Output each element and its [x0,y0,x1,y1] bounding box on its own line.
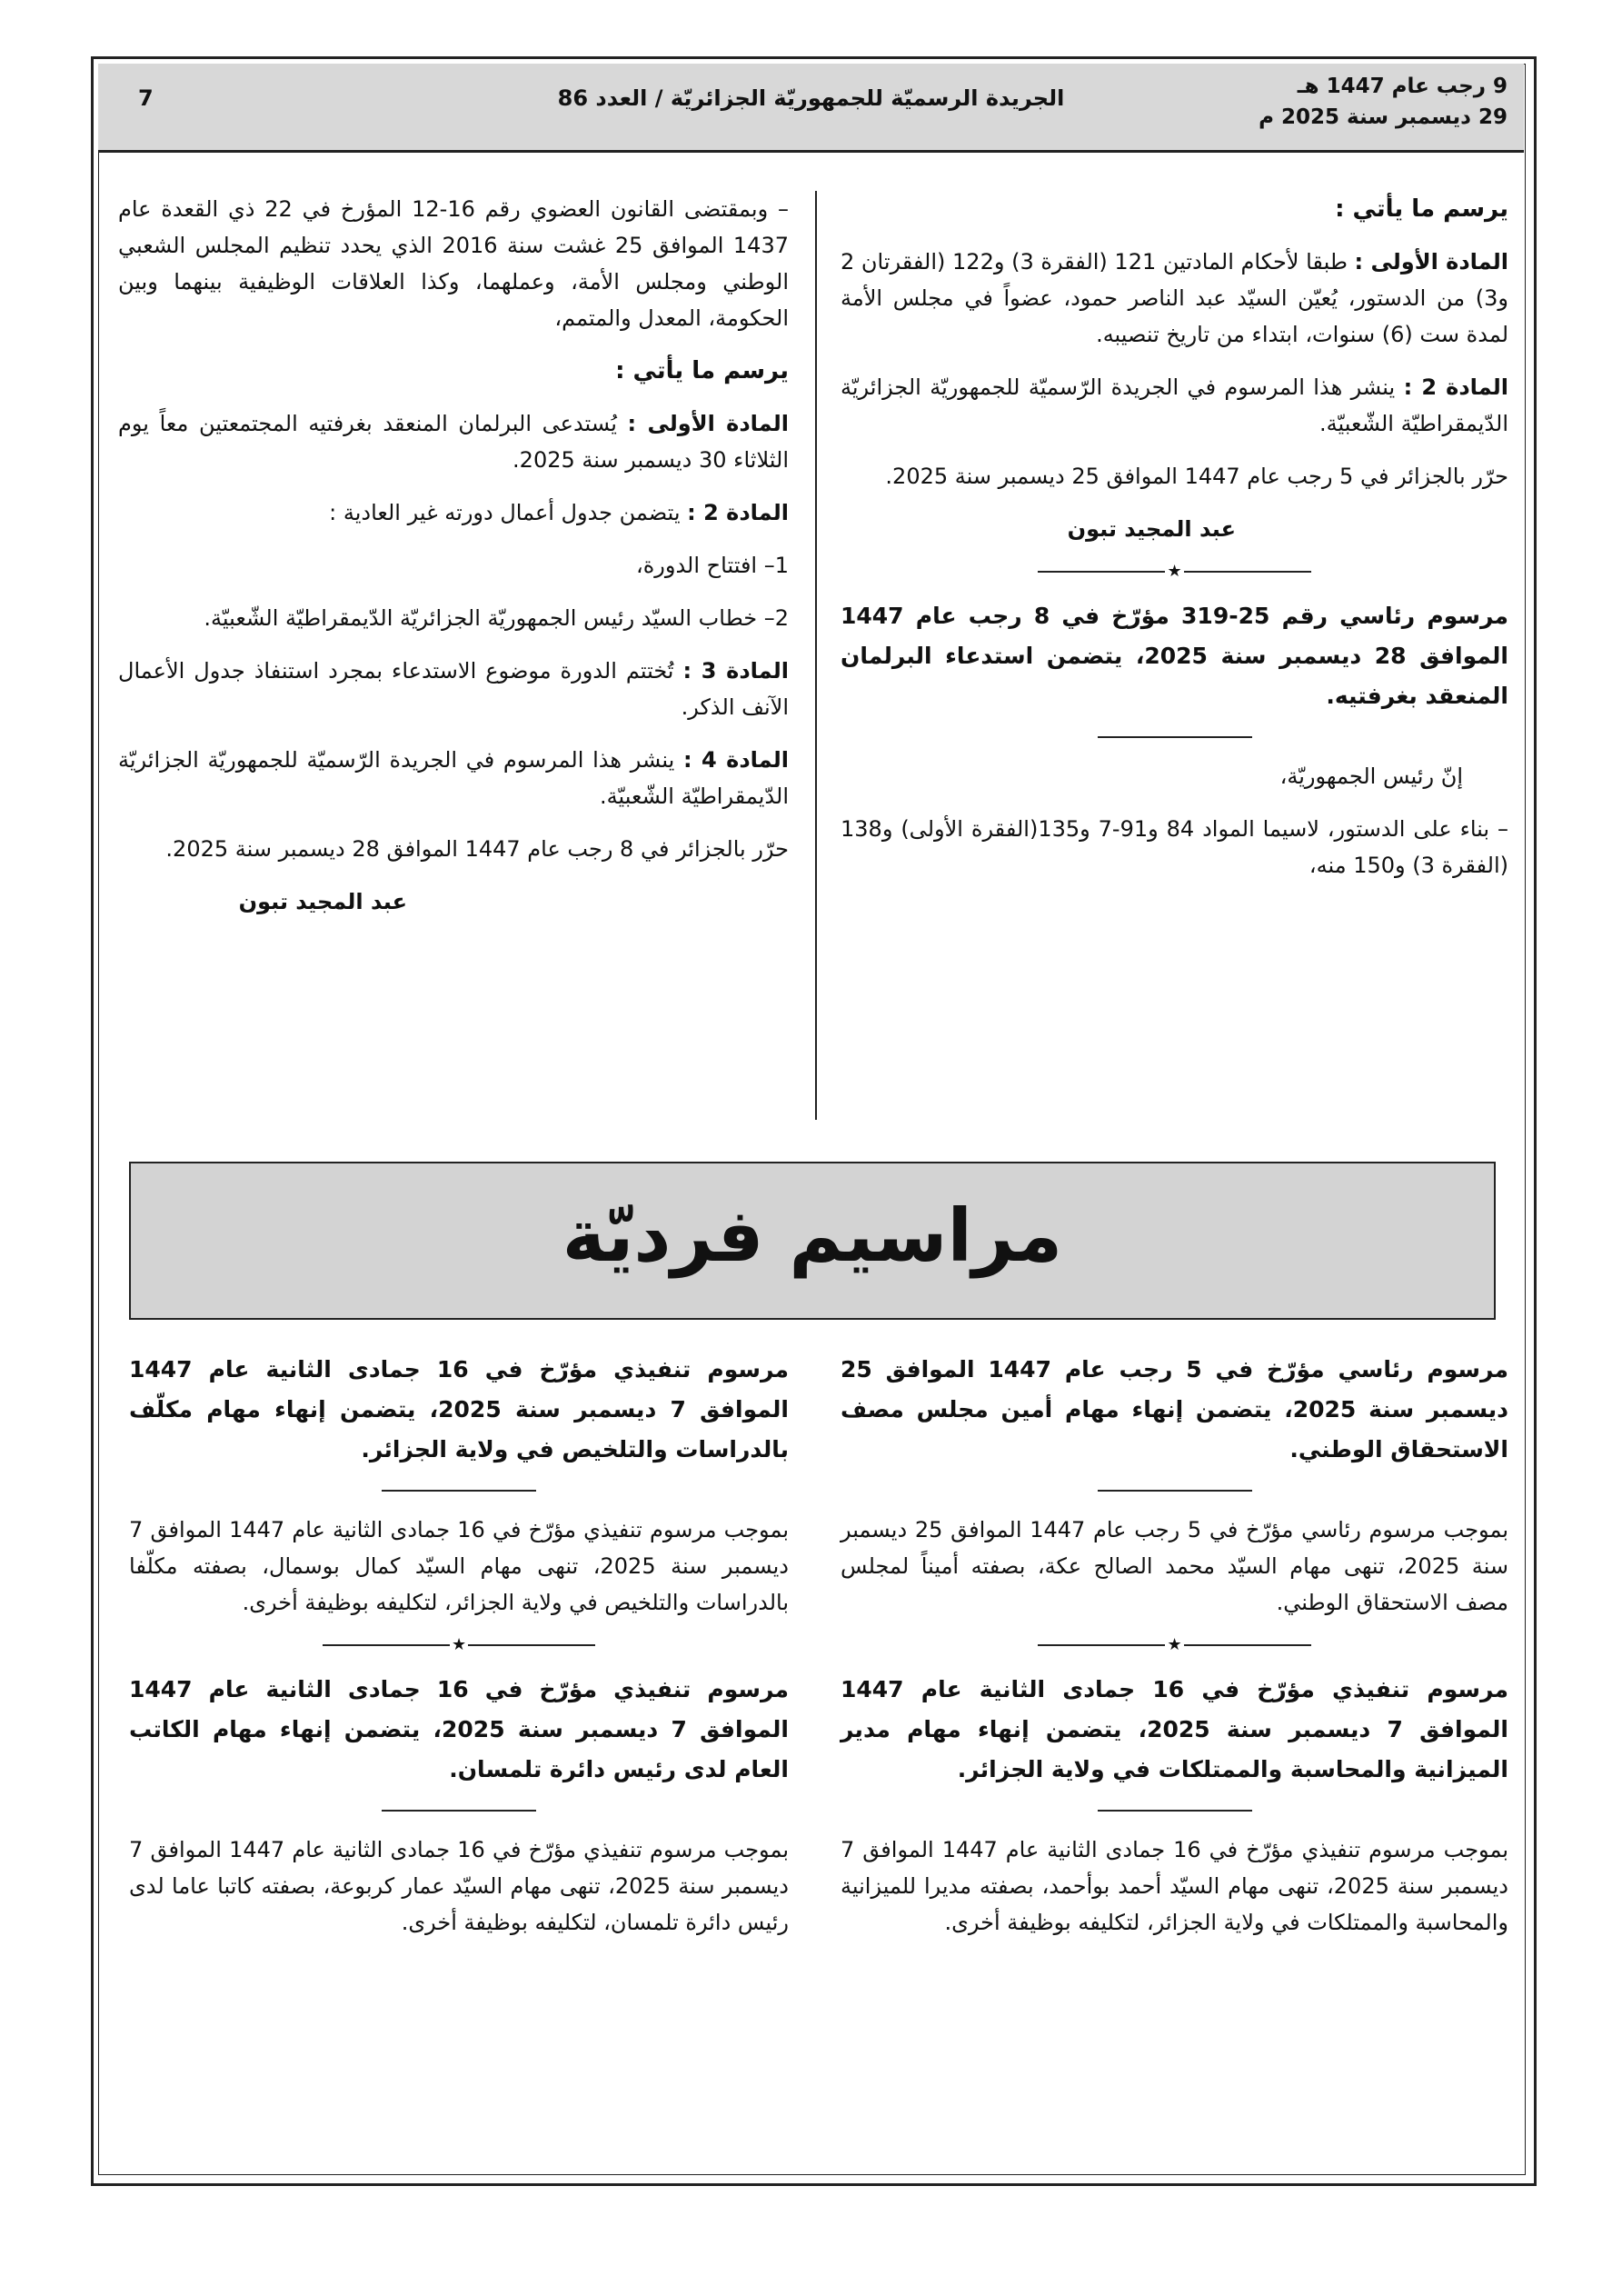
decree-title: مرسوم تنفيذي مؤرّخ في 16 جمادى الثانية عام 1447 الموافق 7 ديسمبر سنة 2025، يتضمن إنهاء مهام الكاتب العام لدى رئيس دائرة تلمسان. [129,1676,789,1782]
article-text: يتضمن جدول أعمال دورته غير العادية : [329,500,688,525]
star-separator [841,562,1508,581]
decree-text: بموجب مرسوم تنفيذي مؤرّخ في 16 جمادى الثانية عام 1447 الموافق 7 ديسمبر سنة 2025، تنهى مهام السيّد عمار كربوعة، بصفته كاتبا عاما لدى رئيس دائرة تلمسان، لتكليفه بوظيفة أخرى. [129,1837,790,1935]
article-3 [118,653,789,725]
article-label: المادة 3 : [682,658,789,684]
article-text: تُختتم الدورة موضوع الاستدعاء بمجرد استنفاذ جدول الأعمال الآنف الذكر. [118,658,789,720]
law-reference: – وبمقتضى القانون العضوي رقم 16-12 المؤرخ في 22 ذي القعدة عام 1437 الموافق 25 غشت سنة 2016 الذي يحدد تنظيم المجلس الشعبي الوطني ومجلس الأمة، وعملهما، وكذا العلاقات الوظيفية بينهما وبين الحكومة، المعدل والمتمم، [118,196,789,331]
page-header [98,64,1524,153]
section-banner [129,1162,1496,1320]
article-text: يُستدعى البرلمان المنعقد بغرفتيه المجتمعتين معاً يوم الثلاثاء 30 ديسمبر سنة 2025. [118,411,789,473]
right-column-top [841,191,1508,900]
signature: عبد المجيد تبون [238,889,407,914]
article-2 [118,494,789,531]
article-label: المادة 2 : [1403,374,1508,400]
star-icon: ★ [451,1635,467,1654]
decree-text: بموجب مرسوم تنفيذي مؤرّخ في 16 جمادى الثانية عام 1447 الموافق 7 ديسمبر سنة 2025، تنهى مهام السيّد كمال بوسمال، بصفته مكلّفا بالدراسات والتلخيص في ولاية الجزائر، لتكليفه بوظيفة أخرى. [129,1517,790,1615]
decree-title: مرسوم تنفيذي مؤرّخ في 16 جمادى الثانية عام 1447 الموافق 7 ديسمبر سنة 2025، يتضمن إنهاء مهام مدير الميزانية والمحاسبة والممتلكات في ولاية الجزائر. [841,1676,1508,1782]
article-label: المادة الأولى : [627,411,789,436]
article-label: المادة الأولى : [1354,249,1508,275]
article-label: المادة 4 : [683,747,790,773]
page-number: 7 [138,85,154,111]
title-rule [1098,736,1252,738]
header-date-gregorian: 29 ديسمبر سنة 2025 م [1259,105,1508,129]
done-at: حرّر بالجزائر في 5 رجب عام 1447 الموافق 25 ديسمبر سنة 2025. [885,464,1508,489]
article-text: طبقا لأحكام المادتين 121 (الفقرة 3) و122 (الفقرتان 2 و3) من الدستور، يُعيّن السيّد عبد الناصر حمود، عضواً في مجلس الأمة لمدة ست (6) سنوات، ابتداء من تاريخ تنصيبه. [841,249,1508,347]
right-column-bottom [841,1350,1508,1957]
banner-title: مراسيم فرديّة [562,1193,1063,1278]
decree-title: مرسوم رئاسي مؤرّخ في 5 رجب عام 1447 الموافق 25 ديسمبر سنة 2025، يتضمن إنهاء مهام أمين مجلس مصف الاستحقاق الوطني. [841,1356,1508,1462]
president-preamble: إنّ رئيس الجمهوريّة، [1279,764,1463,789]
decree-heading: يرسم ما يأتي : [615,357,789,384]
article-4 [118,742,789,814]
title-rule [382,1810,536,1812]
star-separator [129,1635,789,1654]
constitution-ref: – بناء على الدستور، لاسيما المواد 84 و91-7 و135(الفقرة الأولى) و138 (الفقرة 3) و150 منه، [841,816,1509,878]
title-rule [1098,1490,1252,1492]
star-icon: ★ [1167,1635,1182,1654]
article-1 [841,244,1508,353]
decree-title: مرسوم تنفيذي مؤرّخ في 16 جمادى الثانية عام 1447 الموافق 7 ديسمبر سنة 2025، يتضمن إنهاء مهام مكلّف بالدراسات والتلخيص في ولاية الجزائر. [129,1356,789,1462]
column-divider [815,191,817,1120]
article-text: ينشر هذا المرسوم في الجريدة الرّسميّة للجمهوريّة الجزائريّة الدّيمقراطيّة الشّعبيّة. [118,747,789,809]
agenda-item-1: 1– افتتاح الدورة، [635,553,789,578]
title-rule [382,1490,536,1492]
decree-text: بموجب مرسوم تنفيذي مؤرّخ في 16 جمادى الثانية عام 1447 الموافق 7 ديسمبر سنة 2025، تنهى مهام السيّد أحمد بوأحمد، بصفته مديرا للميزانية والمحاسبة والممتلكات في ولاية الجزائر، لتكليفه بوظيفة أخرى. [841,1837,1508,1935]
star-separator [841,1635,1508,1654]
agenda-item-2: 2– خطاب السيّد رئيس الجمهوريّة الجزائريّة الدّيمقراطيّة الشّعبيّة. [204,605,789,631]
header-date-hijri: 9 رجب عام 1447 هـ [1297,75,1508,98]
signature: عبد المجيد تبون [1067,516,1236,542]
done-at: حرّر بالجزائر في 8 رجب عام 1447 الموافق 28 ديسمبر سنة 2025. [165,836,789,862]
left-column-top [118,191,789,920]
title-rule [1098,1810,1252,1812]
decree-text: بموجب مرسوم رئاسي مؤرّخ في 5 رجب عام 1447 الموافق 25 ديسمبر سنة 2025، تنهى مهام السيّد محمد الصالح عكة، بصفته أميناً لمجلس مصف الاستحقاق الوطني. [841,1517,1509,1615]
decree-title: مرسوم رئاسي رقم 25-319 مؤرّخ في 8 رجب عام 1447 الموافق 28 ديسمبر سنة 2025، يتضمن استدعاء البرلمان المنعقد بغرفتيه. [841,603,1508,709]
article-text: ينشر هذا المرسوم في الجريدة الرّسميّة للجمهوريّة الجزائريّة الدّيمقراطيّة الشّعبيّة. [841,374,1508,436]
left-column-bottom [129,1350,789,1957]
article-label: المادة 2 : [687,500,789,525]
article-2 [841,369,1508,442]
decree-heading: يرسم ما يأتي : [1335,195,1508,223]
header-title: الجريدة الرسميّة للجمهوريّة الجزائريّة / العدد 86 [557,85,1065,111]
article-1 [118,405,789,478]
star-icon: ★ [1167,562,1182,581]
